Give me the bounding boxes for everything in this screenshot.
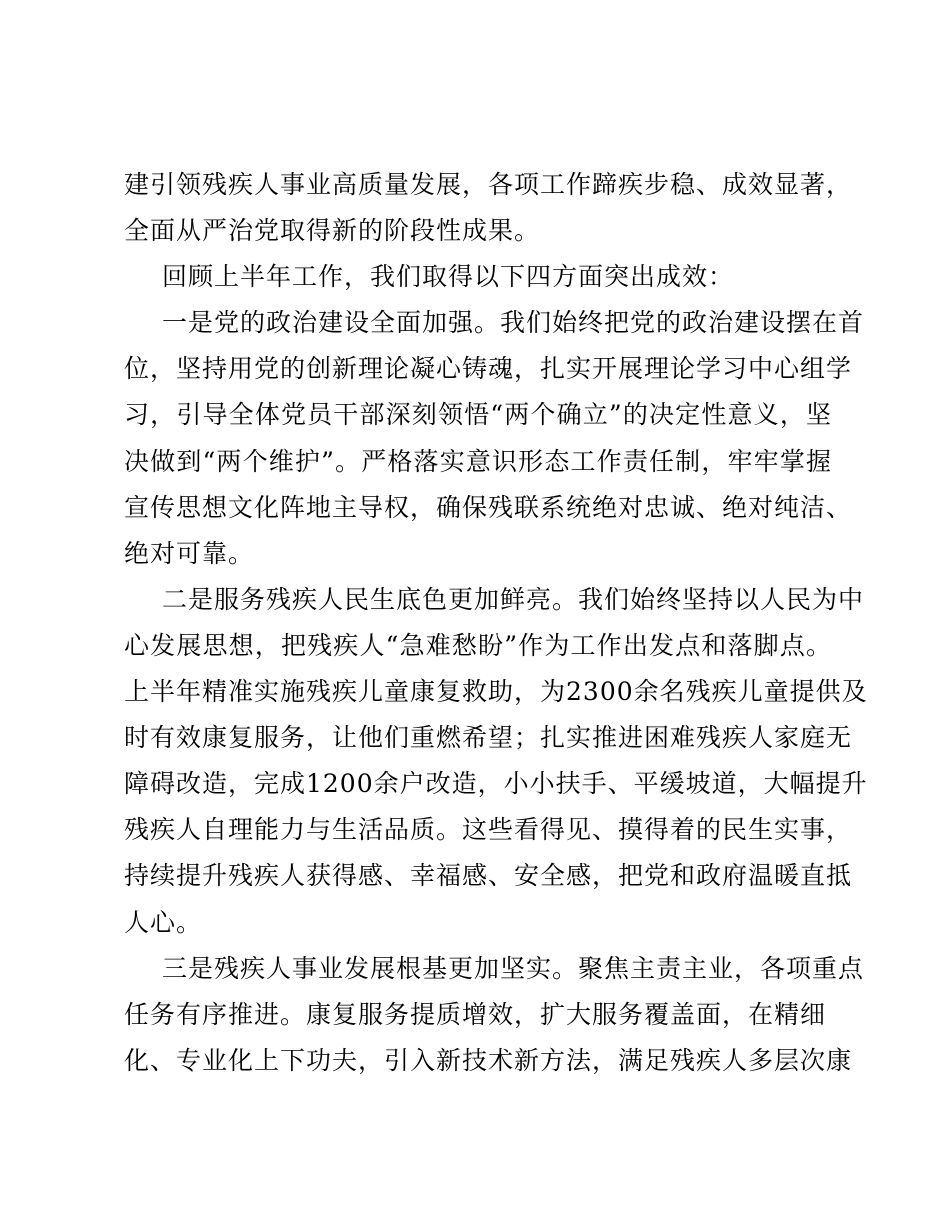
text-line: 残疾人自理能力与生活品质。这些看得见、摸得着的民生实事， xyxy=(124,815,853,845)
text-line: 化、专业化上下功夫，引入新技术新方法，满足残疾人多层次康 xyxy=(124,1045,853,1075)
text-line: 障碍改造，完成1200余户改造，小小扶手、平缓坡道，大幅提升 xyxy=(124,769,868,799)
text-line: 位，坚持用党的创新理论凝心铸魂，扎实开展理论学习中心组学 xyxy=(124,354,853,384)
text-line: 建引领残疾人事业高质量发展，各项工作蹄疾步稳、成效显著， xyxy=(124,170,853,199)
paragraph-point-two: 二是服务残疾人民生底色更加鲜亮。我们始终坚持以人民为中 xyxy=(162,584,865,614)
text-line: 上半年精准实施残疾儿童康复救助，为2300余名残疾儿童提供及 xyxy=(124,677,868,707)
body-text xyxy=(124,162,868,1084)
text-line: 全面从严治党取得新的阶段性成果。 xyxy=(124,216,541,246)
text-line: 任务有序推进。康复服务提质增效，扩大服务覆盖面，在精细 xyxy=(124,999,827,1029)
text-line: 习，引导全体党员干部深刻领悟“两个确立”的决定性意义，坚 xyxy=(124,400,832,430)
text-line: 时有效康复服务，让他们重燃希望；扎实推进困难残疾人家庭无 xyxy=(124,723,853,753)
paragraph-point-three: 三是残疾人事业发展根基更加坚实。聚焦主责主业，各项重点 xyxy=(162,953,865,983)
text-line: 心发展思想，把残疾人“急难愁盼”作为工作出发点和落脚点。 xyxy=(124,630,832,660)
text-line: 宣传思想文化阵地主导权，确保残联系统绝对忠诚、绝对纯洁、 xyxy=(124,492,853,522)
paragraph-point-one: 一是党的政治建设全面加强。我们始终把党的政治建设摆在首 xyxy=(162,308,865,338)
text-line: 人心。 xyxy=(124,907,203,937)
text-line: 决做到“两个维护”。严格落实意识形态工作责任制，牢牢掌握 xyxy=(124,446,832,476)
paragraph-lead: 回顾上半年工作，我们取得以下四方面突出成效： xyxy=(162,262,735,292)
text-line: 绝对可靠。 xyxy=(124,538,255,568)
text-line: 持续提升残疾人获得感、幸福感、安全感，把党和政府温暖直抵 xyxy=(124,861,853,891)
